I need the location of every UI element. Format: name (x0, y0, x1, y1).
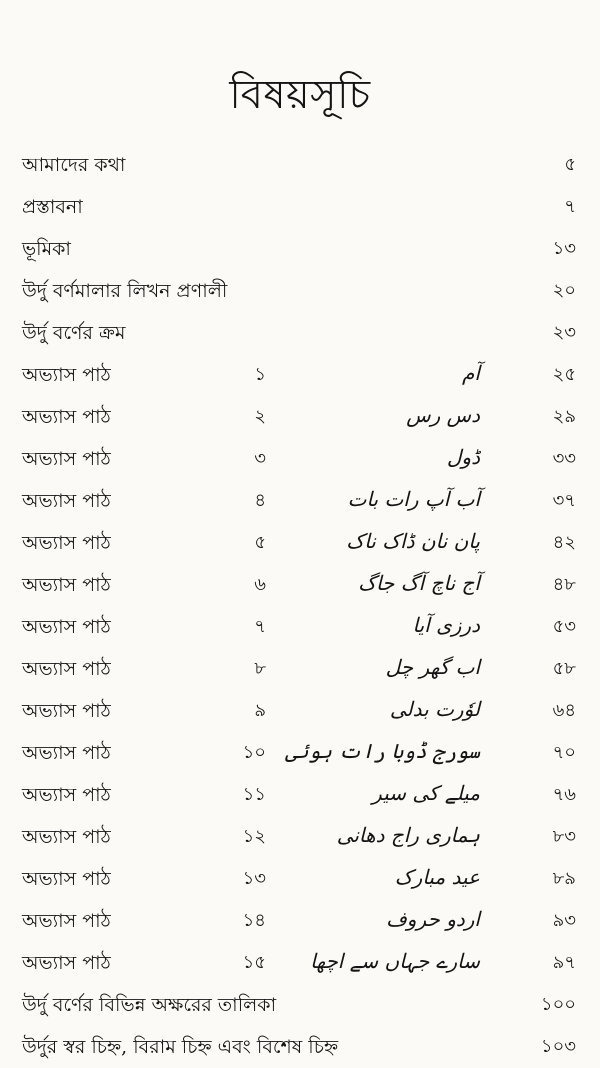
urdu-title: سارے جہاں سے اچھا (310, 949, 480, 973)
urdu-title: میلے کی سیر (372, 781, 480, 805)
page-number: ২০ (552, 280, 576, 301)
page-number: ৫৩ (552, 616, 576, 637)
page-number: ২৫ (552, 364, 576, 385)
toc-entry-label: অভ্যাস পাঠ (22, 364, 111, 386)
toc-entry-label: অভ্যাস পাঠ (22, 742, 111, 764)
toc-row (0, 438, 600, 480)
urdu-title: آب آپ رات بات (347, 487, 480, 511)
lesson-number: ১৪ (242, 910, 266, 931)
toc-row (0, 480, 600, 522)
toc-entry-label: অভ্যাস পাঠ (22, 826, 111, 848)
lesson-number: ৪ (254, 490, 266, 511)
page-number: ৫৮ (552, 658, 576, 679)
toc-entry-label: অভ্যাস পাঠ (22, 700, 111, 722)
toc-row (0, 228, 600, 270)
page-number: ৬৪ (552, 700, 576, 721)
page-number: ২৯ (552, 406, 576, 427)
toc-row (0, 522, 600, 564)
toc-row (0, 816, 600, 858)
lesson-number: ১৩ (242, 868, 266, 889)
urdu-title: آم (462, 361, 480, 385)
toc-entry-label: অভ্যাস পাঠ (22, 910, 111, 932)
page-number: ১৩ (552, 238, 576, 259)
lesson-number: ৯ (254, 700, 266, 721)
lesson-number: ৩ (254, 448, 266, 469)
urdu-title: ہماری راج دھانی (336, 823, 480, 847)
urdu-title: پان نان ڈاک ناک (346, 529, 480, 553)
toc-row (0, 690, 600, 732)
toc-entry-label: ভূমিকা (22, 238, 71, 260)
lesson-number: ১৫ (242, 952, 266, 973)
toc-row (0, 858, 600, 900)
toc-row (0, 984, 600, 1026)
lesson-number: ৮ (254, 658, 266, 679)
page-number: ৯৩ (552, 910, 576, 931)
lesson-number: ১ (254, 364, 266, 385)
page-number: ৩৩ (552, 448, 576, 469)
toc-row (0, 186, 600, 228)
toc-entry-label: অভ্যাস পাঠ (22, 532, 111, 554)
page-number: ২৩ (552, 322, 576, 343)
toc-entry-label: প্রস্তাবনা (22, 196, 83, 218)
toc-row (0, 144, 600, 186)
page-number: ৭৬ (552, 784, 576, 805)
urdu-title: آج ناچ آگ جاگ (358, 571, 480, 595)
urdu-title: ڈول (446, 445, 480, 469)
toc-entry-label: উর্দু বর্ণের বিভিন্ন অক্ষরের তালিকা (22, 994, 277, 1016)
toc-row (0, 312, 600, 354)
toc-entry-label: অভ্যাস পাঠ (22, 658, 111, 680)
toc-row (0, 270, 600, 312)
toc-entry-label: অভ্যাস পাঠ (22, 784, 111, 806)
lesson-number: ১০ (242, 742, 266, 763)
page-number: ৮৯ (552, 868, 576, 889)
lesson-number: ১২ (242, 826, 266, 847)
urdu-title: دس رس (406, 403, 480, 427)
lesson-number: ৫ (254, 532, 266, 553)
page-number: ৮৩ (552, 826, 576, 847)
page-number: ৭ (564, 196, 576, 217)
toc-entry-label: অভ্যাস পাঠ (22, 616, 111, 638)
toc-row (0, 900, 600, 942)
toc-row (0, 1026, 600, 1068)
page-number: ১০০ (540, 994, 576, 1015)
toc-row (0, 354, 600, 396)
table-of-contents (0, 144, 600, 1068)
toc-entry-label: উর্দু বর্ণমালার লিখন প্রণালী (22, 280, 228, 302)
lesson-number: ২ (254, 406, 266, 427)
page-number: ৩৭ (552, 490, 576, 511)
toc-row (0, 564, 600, 606)
page-title: বিষয়সূচি (229, 72, 371, 118)
page-number: ৫ (564, 154, 576, 175)
urdu-title: عید مبارک (394, 865, 480, 889)
toc-entry-label: আমাদের কথা (22, 154, 126, 176)
urdu-title: سورج ڈوبا رات ہوئی (285, 739, 480, 763)
page-number: ৪২ (552, 532, 576, 553)
toc-entry-label: উর্দুর স্বর চিহ্ন, বিরাম চিহ্ন এবং বিশেষ চিহ্ন (22, 1036, 339, 1058)
toc-row (0, 396, 600, 438)
urdu-title: لوٗرت بدلی (389, 697, 480, 721)
lesson-number: ৬ (254, 574, 266, 595)
toc-row (0, 606, 600, 648)
page-number: ৭০ (552, 742, 576, 763)
lesson-number: ১১ (242, 784, 266, 805)
toc-row (0, 774, 600, 816)
page-number: ১০৩ (540, 1036, 576, 1057)
toc-entry-label: অভ্যাস পাঠ (22, 406, 111, 428)
toc-entry-label: অভ্যাস পাঠ (22, 448, 111, 470)
toc-row (0, 942, 600, 984)
toc-entry-label: উর্দু বর্ণের ক্রম (22, 322, 126, 344)
toc-row (0, 732, 600, 774)
toc-entry-label: অভ্যাস পাঠ (22, 490, 111, 512)
toc-entry-label: অভ্যাস পাঠ (22, 574, 111, 596)
urdu-title: اب گھر چل (385, 655, 480, 679)
lesson-number: ৭ (254, 616, 266, 637)
toc-entry-label: অভ্যাস পাঠ (22, 868, 111, 890)
urdu-title: اردو حروف (386, 907, 480, 931)
page-number: ৪৮ (552, 574, 576, 595)
urdu-title: درزی آیا (412, 613, 480, 637)
page-number: ৯৭ (552, 952, 576, 973)
toc-row (0, 648, 600, 690)
toc-entry-label: অভ্যাস পাঠ (22, 952, 111, 974)
